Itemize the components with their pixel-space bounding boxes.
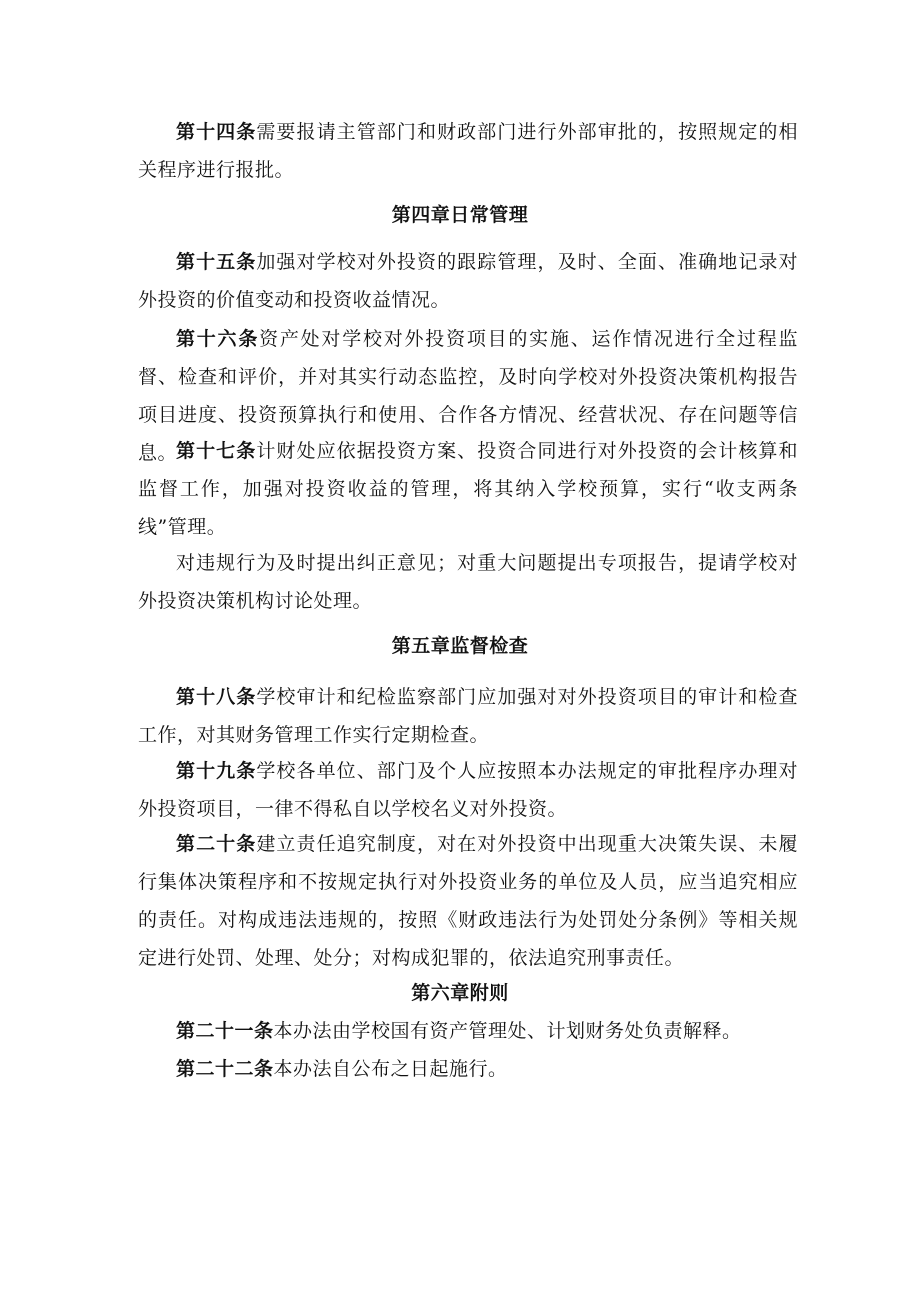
article-15-text: 加强对学校对外投资的跟踪管理，及时、全面、准确地记录对外投资的价值变动和投资收益情况。 (138, 251, 798, 311)
article-18 (138, 678, 798, 754)
article-16-label: 第十六条 (176, 328, 260, 350)
article-14-label: 第十四条 (176, 121, 257, 143)
article-21-text: 本办法由学校国有资产管理处、计划财务处负责解释。 (273, 1020, 742, 1042)
article-19-text: 学校各单位、部门及个人应按照本办法规定的审批程序办理对外投资项目，一律不得私自以学校名义对外投资。 (138, 760, 798, 820)
article-22 (138, 1050, 798, 1088)
article-15 (138, 243, 798, 319)
chapter-6-heading: 第六章附则 (411, 982, 509, 1004)
article-19 (138, 752, 798, 828)
article-15-label: 第十五条 (176, 251, 257, 273)
article-17 (138, 432, 798, 546)
article-20-text: 建立责任追究制度，对在对外投资中出现重大决策失误、未履行集体决策程序和不按规定执行对外投资业务的单位及人员，应当追究相应的责任。对构成违法违规的，按照《财政违法行为处罚处分条例》等相关规定进行处罚、处理、处分；对构成犯罪的，依法追究刑事责任。 (138, 833, 798, 969)
article-17-text: 计财处应依据投资方案、投资合同进行对外投资的会计核算和监督工作，加强对投资收益的管理，将其纳入学校预算，实行“收支两条线”管理。 (138, 440, 798, 538)
chapter-4-heading: 第四章日常管理 (391, 204, 529, 226)
article-20-label: 第二十条 (176, 833, 257, 855)
article-17-label: 第十七条 (176, 440, 257, 462)
article-21 (138, 1012, 798, 1050)
chapter-5-heading: 第五章监督检查 (391, 635, 529, 657)
article-16-text: 资产处对学校对外投资项目的实施、运作情况进行全过程监督、检查和评价，并对其实行动态监控，及时向学校对外投资决策机构报告项目进度、投资预算执行和使用、合作各方情况、经营状况、存在问题等信息。 (138, 328, 798, 464)
article-21-label: 第二十一条 (176, 1020, 274, 1042)
article-18-label: 第十八条 (176, 686, 257, 708)
article-14 (138, 113, 798, 189)
article-18-text: 学校审计和纪检监察部门应加强对对外投资项目的审计和检查工作，对其财务管理工作实行定期检查。 (138, 686, 798, 746)
article-22-label: 第二十二条 (176, 1058, 274, 1080)
article-14-text: 需要报请主管部门和财政部门进行外部审批的，按照规定的相关程序进行报批。 (138, 121, 798, 181)
article-20 (138, 825, 798, 977)
article-22-text: 本办法自公布之日起施行。 (273, 1058, 508, 1080)
article-19-label: 第十九条 (176, 760, 257, 782)
article-17-extra: 对违规行为及时提出纠正意见；对重大问题提出专项报告，提请学校对外投资决策机构讨论处理。 (138, 552, 798, 612)
